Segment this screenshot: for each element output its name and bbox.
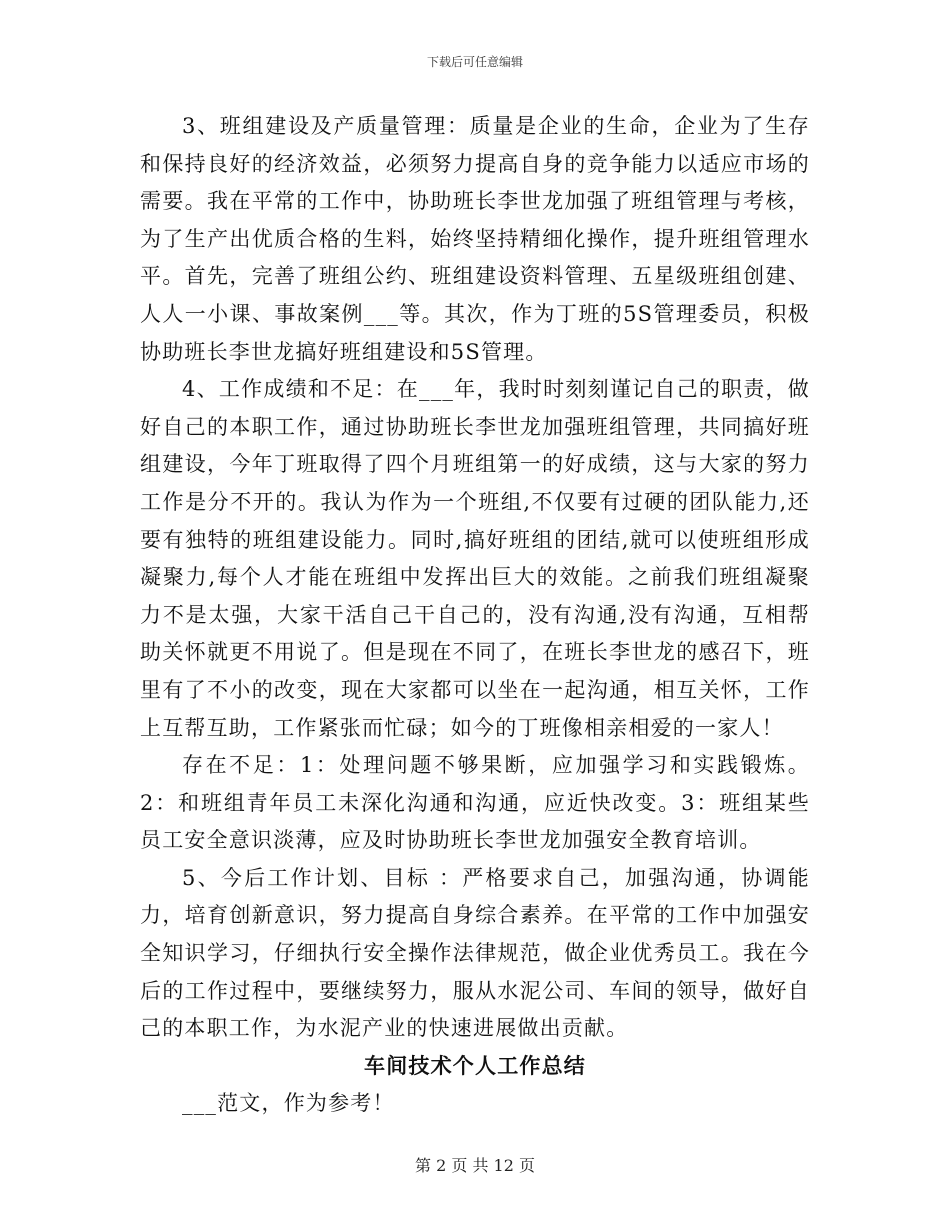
header-note: 下载后可任意编辑 — [426, 55, 523, 69]
paragraph-team-building: 3、班组建设及产质量管理：质量是企业的生命，企业为了生存和保持良好的经济效益，必须努力提高自身的竞争能力以适应市场的需要。我在平常的工作中，协助班长李世龙加强了班组管理与考核，为了生产出优质合格的生料，始终坚持精细化操作，提升班组管理水平。首先，完善了班组公约、班组建设资料管理、五星级班组创建、人人一小课、事故案例___等。其次，作为丁班的5S管理委员，积极协助班长李世龙搞好班组建设和5S管理。 — [140, 114, 810, 364]
section-heading: 车间技术个人工作总结 — [364, 1053, 586, 1078]
paragraph-achievements: 4、工作成绩和不足：在___年，我时时刻刻谨记自己的职责，做好自己的本职工作，通过协助班长李世龙加强班组管理，共同搞好班组建设，今年丁班取得了四个月班组第一的好成绩，这与大家的努力工作是分不开的。我认为作为一个班组,不仅要有过硬的团队能力,还要有独特的班组建设能力。同时,搞好班组的团结,就可以使班组形成凝聚力,每个人才能在班组中发挥出巨大的效能。之前我们班组凝聚力不是太强，大家干活自己干自己的，没有沟通,没有沟通，互相帮助关怀就更不用说了。但是现在不同了，在班长李世龙的感召下，班里有了不小的改变，现在大家都可以坐在一起沟通，相互关怀，工作上互帮互助，工作紧张而忙碌；如今的丁班像相亲相爱的一家人！ — [140, 377, 810, 740]
paragraph-shortcomings: 存在不足：1：处理问题不够果断，应加强学习和实践锻炼。2：和班组青年员工未深化沟通和沟通，应近快改变。3：班组某些员工安全意识淡薄，应及时协助班长李世龙加强安全教育培训。 — [140, 753, 810, 853]
page-number: 第 2 页 共 12 页 — [415, 1156, 535, 1175]
document-body — [140, 108, 810, 1123]
paragraph-sample-note: ___范文，作为参考！ — [182, 1091, 395, 1116]
paragraph-future-plan: 5、今后工作计划、目标 ：严格要求自己，加强沟通，协调能力，培育创新意识，努力提高自身综合素养。在平常的工作中加强安全知识学习，仔细执行安全操作法律规范，做企业优秀员工。我在今后的工作过程中，要继续努力，服从水泥公司、车间的领导，做好自己的本职工作，为水泥产业的快速进展做出贡献。 — [140, 865, 810, 1041]
